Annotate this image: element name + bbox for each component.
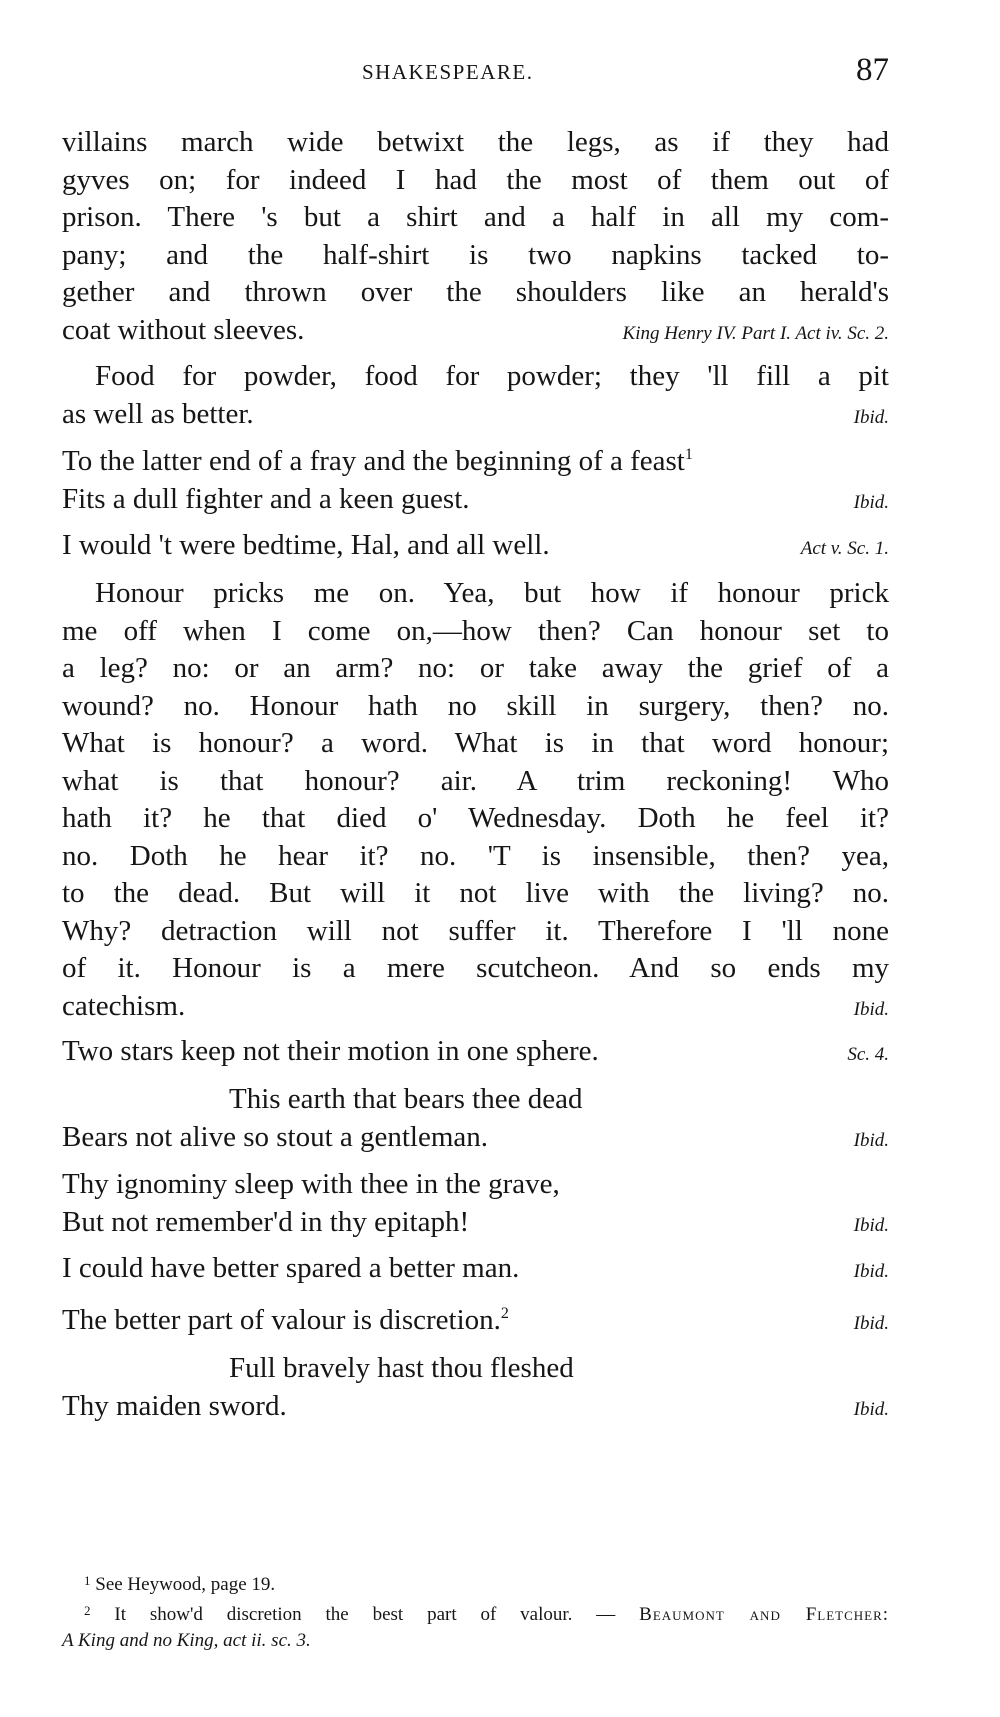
footnote-marker: 1 bbox=[684, 446, 693, 463]
source-citation: Ibid. bbox=[853, 998, 889, 1020]
quote-line: gyves on; for indeed I had the most of them out of bbox=[62, 163, 889, 196]
source-citation: Sc. 4. bbox=[847, 1044, 889, 1065]
source-citation: Ibid. bbox=[853, 1261, 889, 1282]
quote-line: me off when I come on,—how then? Can honour set to bbox=[62, 614, 889, 647]
quote-line: Fits a dull fighter and a keen guest. bbox=[62, 482, 470, 515]
quote-line: Why? detraction will not suffer it. Therefore I 'll none bbox=[62, 914, 889, 947]
quote-line-with-source bbox=[62, 1119, 889, 1157]
quote-line-with-source bbox=[62, 1033, 889, 1071]
quote-line-with-source bbox=[62, 1302, 889, 1340]
source-citation: Ibid. bbox=[853, 406, 889, 428]
quote-line: of it. Honour is a mere scutcheon. And so ends my bbox=[62, 952, 889, 984]
quote-line: I would 't were bedtime, Hal, and all well. bbox=[62, 529, 550, 561]
quote-line-with-source bbox=[62, 1388, 889, 1426]
quote-line: a leg? no: or an arm? no: or take away the grief of a bbox=[62, 652, 889, 684]
quote-line bbox=[62, 443, 889, 481]
footnote-marker: 2 bbox=[500, 1305, 509, 1322]
quote-line: gether and thrown over the shoulders like an herald's bbox=[62, 276, 889, 308]
quote-line: The better part of valour is discretion. bbox=[62, 1304, 501, 1336]
quote-line: pany; and the half-shirt is two napkins tacked to- bbox=[62, 238, 889, 271]
quote-line: no. Doth he hear it? no. 'T is insensible, then? yea, bbox=[62, 839, 889, 872]
page-number: 87 bbox=[856, 52, 889, 88]
source-citation: Act v. Sc. 1. bbox=[800, 538, 889, 559]
quote-line-with-source bbox=[62, 396, 889, 434]
quotation bbox=[62, 1033, 889, 1071]
quotation bbox=[62, 1250, 889, 1288]
source-citation: Ibid. bbox=[853, 1398, 889, 1420]
quote-line: This earth that bears thee dead bbox=[229, 1083, 583, 1115]
quotation bbox=[62, 1302, 889, 1340]
footnote-continuation bbox=[62, 1628, 889, 1654]
quotation bbox=[62, 1350, 889, 1425]
quotation bbox=[62, 443, 889, 518]
quote-line-with-source bbox=[62, 988, 889, 1026]
quote-line: What is honour? a word. What is in that word honour; bbox=[62, 727, 889, 759]
source-citation: Ibid. bbox=[853, 1214, 889, 1236]
running-head bbox=[62, 52, 889, 92]
quote-line: prison. There 's but a shirt and a half in all my com- bbox=[62, 201, 889, 233]
footnote bbox=[62, 1598, 889, 1628]
quote-line-text: To the latter end of a fray and the beginning of a feast bbox=[62, 445, 685, 477]
quote-line: wound? no. Honour hath no skill in surgery, then? no. bbox=[62, 689, 889, 722]
quote-line: I could have better spared a better man. bbox=[62, 1252, 520, 1284]
quote-line: villains march wide betwixt the legs, as if they had bbox=[62, 126, 889, 158]
quote-line: Thy ignominy sleep with thee in the grave, bbox=[62, 1168, 560, 1200]
quote-line: Full bravely hast thou fleshed bbox=[229, 1352, 574, 1384]
quote-line: Two stars keep not their motion in one sphere. bbox=[62, 1035, 599, 1067]
footnote-number: 2 bbox=[84, 1603, 91, 1618]
footnote-work: A King and no King, act ii. sc. 3. bbox=[62, 1630, 311, 1651]
footnotes bbox=[62, 1568, 889, 1654]
quote-line: to the dead. But will it not live with the living? no. bbox=[62, 877, 889, 909]
footnote-text: See Heywood, page 19. bbox=[95, 1574, 276, 1595]
quote-line: Thy maiden sword. bbox=[62, 1389, 287, 1422]
book-page bbox=[62, 0, 889, 1717]
quotation bbox=[62, 1166, 889, 1241]
quote-line: But not remember'd in thy epitaph! bbox=[62, 1205, 470, 1238]
quote-line: coat without sleeves. bbox=[62, 313, 305, 346]
quote-line-with-source bbox=[62, 1204, 889, 1242]
quotation bbox=[62, 527, 889, 565]
source-citation: Ibid. bbox=[853, 1313, 889, 1334]
quote-line: as well as better. bbox=[62, 397, 254, 430]
footnote bbox=[62, 1568, 889, 1598]
footnote-number: 1 bbox=[84, 1573, 91, 1588]
quote-line: Food for powder, food for powder; they 'll fill a pit bbox=[95, 360, 889, 392]
source-citation: Ibid. bbox=[853, 1129, 889, 1151]
running-title: SHAKESPEARE. bbox=[362, 60, 534, 84]
quote-line-with-source bbox=[62, 312, 889, 350]
quote-line: Honour pricks me on. Yea, but how if honour prick bbox=[95, 577, 889, 609]
source-citation: King Henry IV. Part I. Act iv. Sc. 2. bbox=[622, 322, 889, 344]
quote-line-with-source bbox=[62, 527, 889, 565]
footnote-author: Beaumont and Fletcher: bbox=[639, 1604, 890, 1625]
quotation bbox=[62, 124, 889, 349]
source-citation: Ibid. bbox=[853, 491, 889, 513]
quote-line-with-source bbox=[62, 481, 889, 519]
quote-line: what is that honour? air. A trim reckoning! Who bbox=[62, 764, 889, 797]
footnote-text: It show'd discretion the best part of valour. — bbox=[114, 1604, 616, 1625]
quote-line-with-source bbox=[62, 1250, 889, 1288]
quotation bbox=[62, 358, 889, 433]
quotation bbox=[62, 575, 889, 1025]
quote-line: Bears not alive so stout a gentleman. bbox=[62, 1120, 489, 1153]
quote-line: catechism. bbox=[62, 989, 186, 1022]
quotation bbox=[62, 1081, 889, 1156]
quote-line: hath it? he that died o' Wednesday. Doth he feel it? bbox=[62, 802, 889, 834]
